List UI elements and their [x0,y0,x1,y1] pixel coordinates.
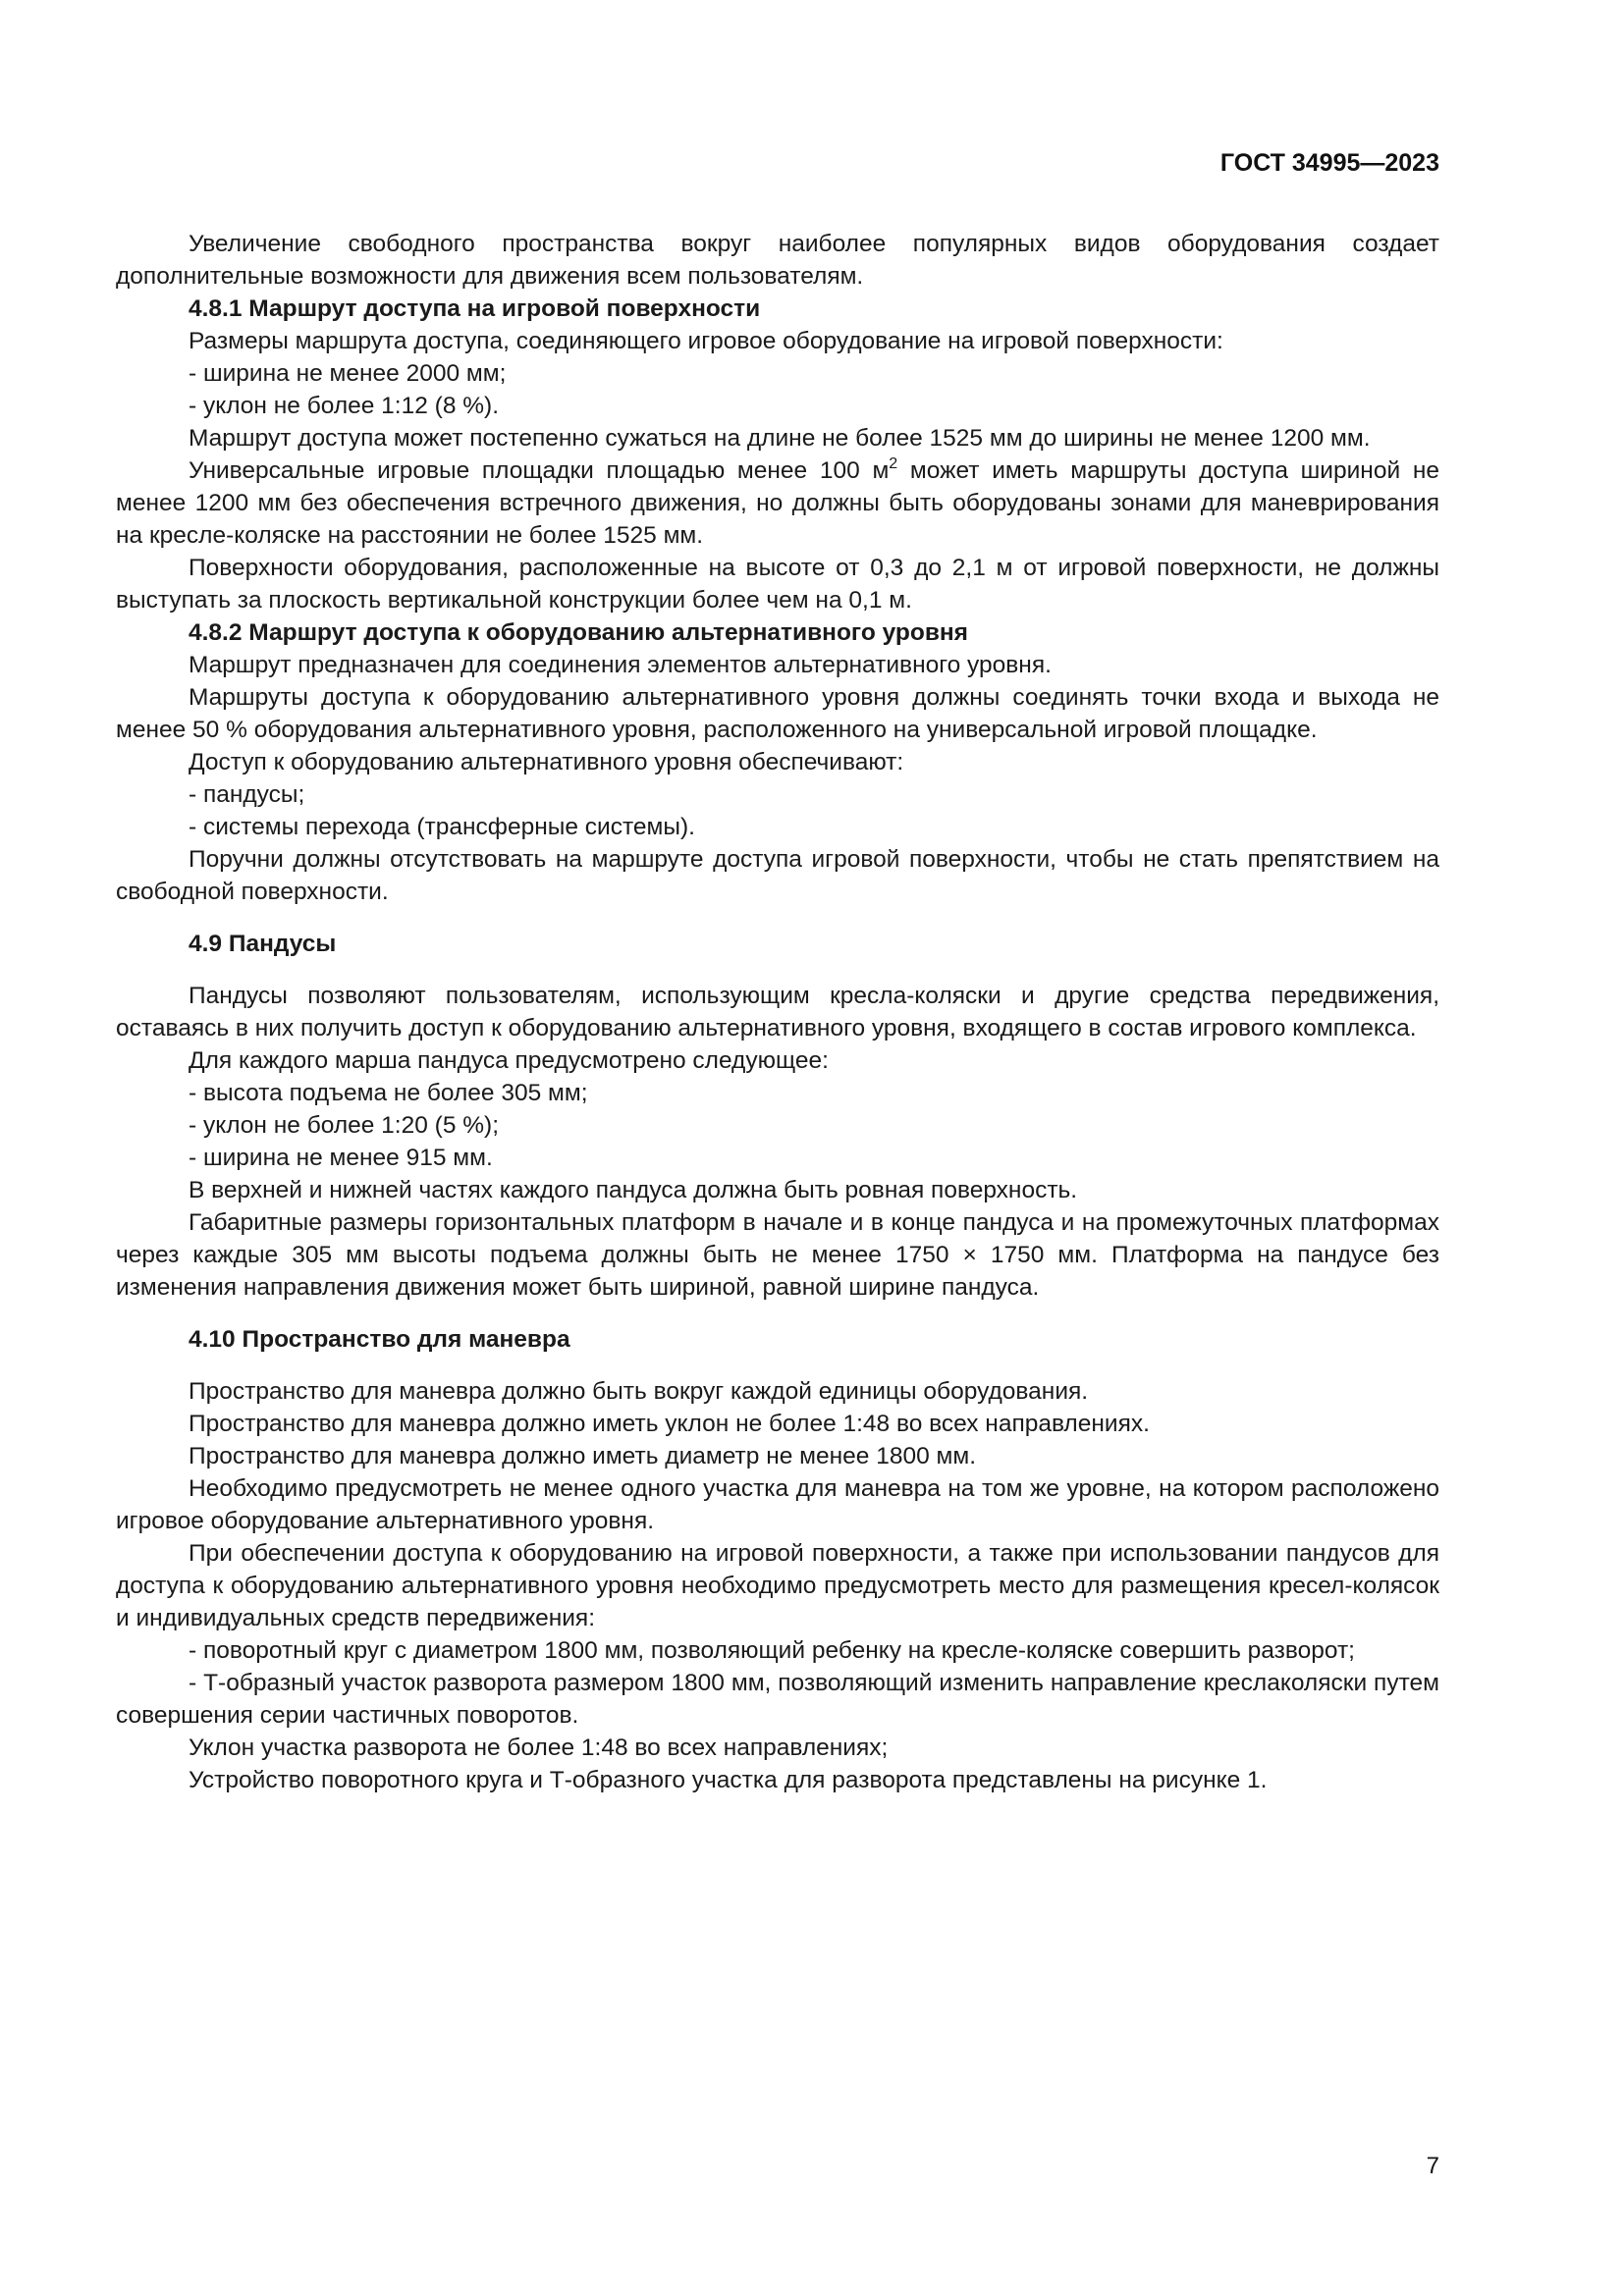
paragraph-turn-slope: Уклон участка разворота не более 1:48 во всех направлениях; [189,1735,889,1761]
superscript-2: 2 [889,455,898,472]
paragraph-level-surface: В верхней и нижней частях каждого пандуса должна быть ровная поверхность. [189,1177,1078,1203]
universal-text-part2: может иметь маршруты доступа шириной не менее 1200 мм без обеспечения встречного движения, но должны быть оборудованы зонами для маневрирования на кресле-коляске на расстоянии не более 1525 мм. [116,457,1439,549]
paragraph-route-narrowing: Маршрут доступа может постепенно сужаться на длине не более 1525 мм до ширины не менее 1200 мм. [189,425,1371,452]
paragraph-intro: Увеличение свободного пространства вокруг наиболее популярных видов оборудования создает дополнительные возможности для движения всем пользователям. [116,231,1439,290]
paragraph-figure-reference: Устройство поворотного круга и Т-образного участка для разворота представлены на рисунке 1. [189,1767,1268,1793]
list-item-t-turn: - Т-образный участок разворота размером 1800 мм, позволяющий изменить направление креслаколяски путем совершения серии частичных поворотов. [116,1670,1439,1729]
paragraph-access-provided: Доступ к оборудованию альтернативного уровня обеспечивают: [189,749,904,775]
list-item-slope: - уклон не более 1:12 (8 %). [189,393,500,419]
paragraph-maneuver-area: Необходимо предусмотреть не менее одного участка для маневра на том же уровне, на котором расположено игровое оборудование альтернативного уровня. [116,1475,1439,1534]
document-body [116,228,1439,1796]
list-item-ramp-width: - ширина не менее 915 мм. [189,1145,493,1171]
heading-4-9: 4.9 Пандусы [189,931,337,957]
page-number: 7 [1426,2153,1439,2179]
paragraph-equipment-surfaces: Поверхности оборудования, расположенные на высоте от 0,3 до 2,1 м от игровой поверхности, не должны выступать за плоскость вертикальной конструкции более чем на 0,1 м. [116,555,1439,614]
paragraph-route-purpose: Маршрут предназначен для соединения элементов альтернативного уровня. [189,652,1052,678]
list-item-ramp-slope: - уклон не более 1:20 (5 %); [189,1112,500,1139]
document-code: ГОСТ 34995—2023 [1219,149,1439,177]
heading-4-10: 4.10 Пространство для маневра [189,1326,570,1353]
paragraph-maneuver-diameter: Пространство для маневра должно иметь диаметр не менее 1800 мм. [189,1443,977,1469]
paragraph-maneuver-slope: Пространство для маневра должно иметь уклон не более 1:48 во всех направлениях. [189,1411,1150,1437]
list-item-transfer-systems: - системы перехода (трансферные системы). [189,814,695,840]
paragraph-handrails: Поручни должны отсутствовать на маршруте доступа игровой поверхности, чтобы не стать препятствием на свободной поверхности. [116,846,1439,905]
paragraph-universal-playgrounds [116,454,1439,552]
heading-4-8-2: 4.8.2 Маршрут доступа к оборудованию альтернативного уровня [189,619,968,646]
list-item-rise-height: - высота подъема не более 305 мм; [189,1080,588,1106]
paragraph-ramps-intro: Пандусы позволяют пользователям, использующим кресла-коляски и другие средства передвижения, оставаясь в них получить доступ к оборудованию альтернативного уровня, входящего в состав игрового комплекса. [116,983,1439,1041]
paragraph-route-dimensions: Размеры маршрута доступа, соединяющего игровое оборудование на игровой поверхности: [189,328,1223,354]
paragraph-wheelchair-placement: При обеспечении доступа к оборудованию на игровой поверхности, а также при использовании пандусов для доступа к оборудованию альтернативного уровня необходимо предусмотреть место для размещения кресел-колясок и индивидуальных средств передвижения: [116,1540,1439,1631]
list-item-ramps: - пандусы; [189,781,305,808]
heading-4-8-1: 4.8.1 Маршрут доступа на игровой поверхности [189,295,761,322]
paragraph-access-routes: Маршруты доступа к оборудованию альтернативного уровня должны соединять точки входа и выхода не менее 50 % оборудования альтернативного уровня, расположенного на универсальной игровой площадке. [116,684,1439,743]
paragraph-platform-dimensions: Габаритные размеры горизонтальных платформ в начале и в конце пандуса и на промежуточных платформах через каждые 305 мм высоты подъема должны быть не менее 1750 × 1750 мм. Платформа на пандусе без изменения направления движения может быть шириной, равной ширине пандуса. [116,1209,1439,1301]
paragraph-maneuver-space: Пространство для маневра должно быть вокруг каждой единицы оборудования. [189,1378,1089,1405]
list-item-width: - ширина не менее 2000 мм; [189,360,507,387]
paragraph-ramp-requirements: Для каждого марша пандуса предусмотрено следующее: [189,1047,829,1074]
universal-text-part1: Универсальные игровые площадки площадью менее 100 м [189,457,890,484]
list-item-turning-circle: - поворотный круг с диаметром 1800 мм, позволяющий ребенку на кресле-коляске совершить разворот; [189,1637,1355,1664]
